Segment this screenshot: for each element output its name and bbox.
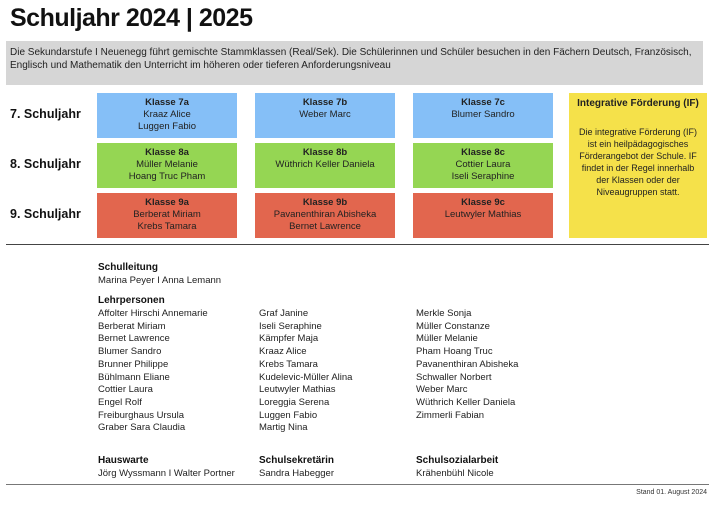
list-item: Freiburghaus Ursula bbox=[98, 409, 185, 421]
list-item: Schwaller Norbert bbox=[416, 371, 492, 383]
teacher-name: Bernet Lawrence bbox=[289, 221, 361, 232]
class-card-7a bbox=[97, 93, 237, 138]
list-item: Brunner Philippe bbox=[98, 358, 169, 370]
list-item: Bühlmann Eliane bbox=[98, 371, 170, 383]
teacher-name: Berberat Miriam bbox=[133, 209, 201, 220]
schulsekretaerin-heading: Schulsekretärin bbox=[259, 455, 335, 466]
list-item: Pavanenthiran Abisheka bbox=[416, 358, 519, 370]
list-item: Leutwyler Mathias bbox=[259, 384, 336, 396]
schulsozialarbeit-heading: Schulsozialarbeit bbox=[416, 455, 499, 466]
list-item: Graber Sara Claudia bbox=[98, 422, 186, 434]
list-item: Pham Hoang Truc bbox=[416, 346, 493, 358]
list-item: Müller Constanze bbox=[416, 320, 490, 332]
list-item: Merkle Sonja bbox=[416, 308, 472, 319]
teacher-name: Leutwyler Mathias bbox=[444, 209, 522, 220]
if-box bbox=[569, 93, 707, 238]
list-item: Kämpfer Maja bbox=[259, 333, 319, 345]
teacher-name: Weber Marc bbox=[299, 109, 351, 120]
list-item: Engel Rolf bbox=[98, 396, 142, 408]
list-item: Weber Marc bbox=[416, 384, 468, 396]
if-title: Integrative Förderung (IF) bbox=[577, 98, 699, 109]
class-name: Klasse 8b bbox=[302, 147, 348, 158]
list-item: Berberat Miriam bbox=[98, 320, 166, 332]
list-item: Bernet Lawrence bbox=[98, 333, 170, 345]
class-name: Klasse 8c bbox=[461, 147, 505, 158]
list-item: Luggen Fabio bbox=[259, 409, 318, 421]
teacher-name: Luggen Fabio bbox=[137, 121, 197, 132]
class-name: Klasse 7c bbox=[461, 97, 505, 108]
class-name: Klasse 7b bbox=[302, 97, 348, 108]
class-card-7c bbox=[413, 93, 553, 138]
hauswarte-names: Jörg Wyssmann I Walter Portner bbox=[98, 468, 235, 479]
list-item: Loreggia Serena bbox=[259, 396, 330, 408]
teacher-name: Iseli Seraphine bbox=[451, 171, 515, 182]
class-card-7b bbox=[255, 93, 395, 138]
class-card-8a bbox=[97, 143, 237, 188]
list-item: Krebs Tamara bbox=[259, 358, 318, 370]
teacher-name: Blumer Sandro bbox=[451, 109, 515, 120]
list-item: Affolter Hirschi Annemarie bbox=[98, 308, 208, 319]
teacher-name: Cottier Laura bbox=[455, 159, 511, 170]
page-title: Schuljahr 2024 | 2025 bbox=[10, 4, 253, 32]
class-name: Klasse 8a bbox=[145, 147, 189, 158]
schulleitung-heading: Schulleitung bbox=[98, 262, 158, 273]
list-item: Blumer Sandro bbox=[98, 346, 162, 358]
teacher-name: Kraaz Alice bbox=[143, 109, 191, 120]
teacher-name: Wüthrich Keller Daniela bbox=[275, 159, 375, 170]
hauswarte-heading: Hauswarte bbox=[98, 455, 149, 466]
class-card-9c bbox=[413, 193, 553, 238]
list-item: Martig Nina bbox=[259, 422, 308, 434]
teacher-name: Müller Melanie bbox=[136, 159, 198, 170]
schulsozialarbeit-names: Krähenbühl Nicole bbox=[416, 468, 494, 479]
stand-date: Stand 01. August 2024 bbox=[636, 489, 707, 496]
footer-divider bbox=[6, 484, 709, 485]
schulleitung-names: Marina Peyer I Anna Lemann bbox=[98, 275, 222, 286]
list-item: Iseli Seraphine bbox=[259, 320, 322, 332]
schulsekretaerin-names: Sandra Habegger bbox=[259, 468, 334, 479]
year-label-7: 7. Schuljahr bbox=[10, 107, 81, 121]
list-item: Kudelevic-Müller Alina bbox=[259, 371, 353, 383]
lehrpersonen-heading: Lehrpersonen bbox=[98, 295, 165, 306]
list-item: Müller Melanie bbox=[416, 333, 478, 345]
class-name: Klasse 7a bbox=[145, 97, 189, 108]
class-card-9a bbox=[97, 193, 237, 238]
class-card-9b bbox=[255, 193, 395, 238]
year-label-9: 9. Schuljahr bbox=[10, 207, 81, 221]
section-divider bbox=[6, 244, 709, 245]
teacher-list-col2 bbox=[259, 308, 352, 435]
if-text: Die integrative Förderung (IF) ist ein heilpädagogisches Förderangebot der Schule. IF findet in der Regel innerhalb der Klassen oder der Niveaugruppen statt. bbox=[578, 127, 698, 197]
teacher-name: Krebs Tamara bbox=[137, 221, 197, 232]
list-item: Cottier Laura bbox=[98, 384, 153, 396]
teacher-list-col3 bbox=[416, 308, 518, 422]
teacher-name: Hoang Truc Pham bbox=[128, 171, 206, 182]
list-item: Wüthrich Keller Daniela bbox=[416, 396, 516, 408]
year-label-8: 8. Schuljahr bbox=[10, 157, 81, 171]
class-name: Klasse 9b bbox=[302, 197, 348, 208]
teacher-name: Pavanenthiran Abisheka bbox=[273, 209, 377, 220]
class-card-8c bbox=[413, 143, 553, 188]
list-item: Kraaz Alice bbox=[259, 346, 307, 358]
list-item: Zimmerli Fabian bbox=[416, 409, 485, 421]
teacher-list-col1 bbox=[98, 308, 208, 435]
class-name: Klasse 9a bbox=[145, 197, 189, 208]
class-card-8b bbox=[255, 143, 395, 188]
class-name: Klasse 9c bbox=[461, 197, 505, 208]
list-item: Graf Janine bbox=[259, 308, 309, 319]
intro-text: Die Sekundarstufe I Neuenegg führt gemischte Stammklassen (Real/Sek). Die Schülerinnen und Schüler besuchen in den Fächern Deutsch, Französisch, Englisch und Mathematik den Unterricht im höheren oder tieferen Anforderungsniveau bbox=[6, 41, 703, 85]
